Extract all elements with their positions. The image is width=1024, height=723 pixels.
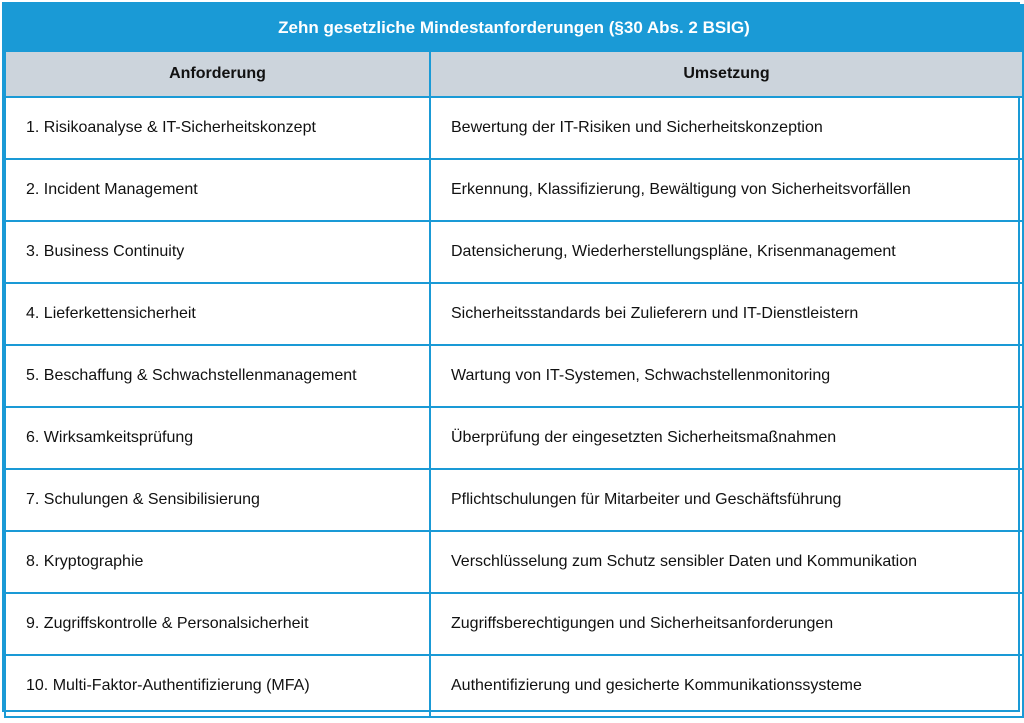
requirement-cell: 4. Lieferkettensicherheit [5,283,430,345]
table-row [5,407,1023,469]
column-header-umsetzung: Umsetzung [430,51,1023,97]
table-row [5,221,1023,283]
requirements-table-container [2,2,1020,712]
implementation-cell: Pflichtschulungen für Mitarbeiter und Geschäftsführung [430,469,1023,531]
table-row [5,159,1023,221]
implementation-cell: Datensicherung, Wiederherstellungspläne, Krisenmanagement [430,221,1023,283]
implementation-cell: Zugriffsberechtigungen und Sicherheitsanforderungen [430,593,1023,655]
implementation-cell: Authentifizierung und gesicherte Kommunikationssysteme [430,655,1023,717]
requirement-cell: 5. Beschaffung & Schwachstellenmanagement [5,345,430,407]
requirement-cell: 2. Incident Management [5,159,430,221]
implementation-cell: Sicherheitsstandards bei Zulieferern und IT-Dienstleistern [430,283,1023,345]
requirement-cell: 3. Business Continuity [5,221,430,283]
implementation-cell: Überprüfung der eingesetzten Sicherheitsmaßnahmen [430,407,1023,469]
table-row [5,97,1023,159]
requirement-cell: 7. Schulungen & Sensibilisierung [5,469,430,531]
implementation-cell: Erkennung, Klassifizierung, Bewältigung von Sicherheitsvorfällen [430,159,1023,221]
table-row [5,345,1023,407]
table-title: Zehn gesetzliche Mindestanforderungen (§30 Abs. 2 BSIG) [5,5,1023,51]
requirement-cell: 9. Zugriffskontrolle & Personalsicherheit [5,593,430,655]
implementation-cell: Wartung von IT-Systemen, Schwachstellenmonitoring [430,345,1023,407]
implementation-cell: Verschlüsselung zum Schutz sensibler Daten und Kommunikation [430,531,1023,593]
table-row [5,469,1023,531]
table-row [5,655,1023,717]
requirement-cell: 1. Risikoanalyse & IT-Sicherheitskonzept [5,97,430,159]
implementation-cell: Bewertung der IT-Risiken und Sicherheitskonzeption [430,97,1023,159]
table-title-row [5,5,1023,51]
column-header-anforderung: Anforderung [5,51,430,97]
requirements-table [4,4,1024,718]
requirement-cell: 8. Kryptographie [5,531,430,593]
table-row [5,531,1023,593]
table-row [5,593,1023,655]
requirement-cell: 10. Multi-Faktor-Authentifizierung (MFA) [5,655,430,717]
requirement-cell: 6. Wirksamkeitsprüfung [5,407,430,469]
table-row [5,283,1023,345]
table-header-row [5,51,1023,97]
